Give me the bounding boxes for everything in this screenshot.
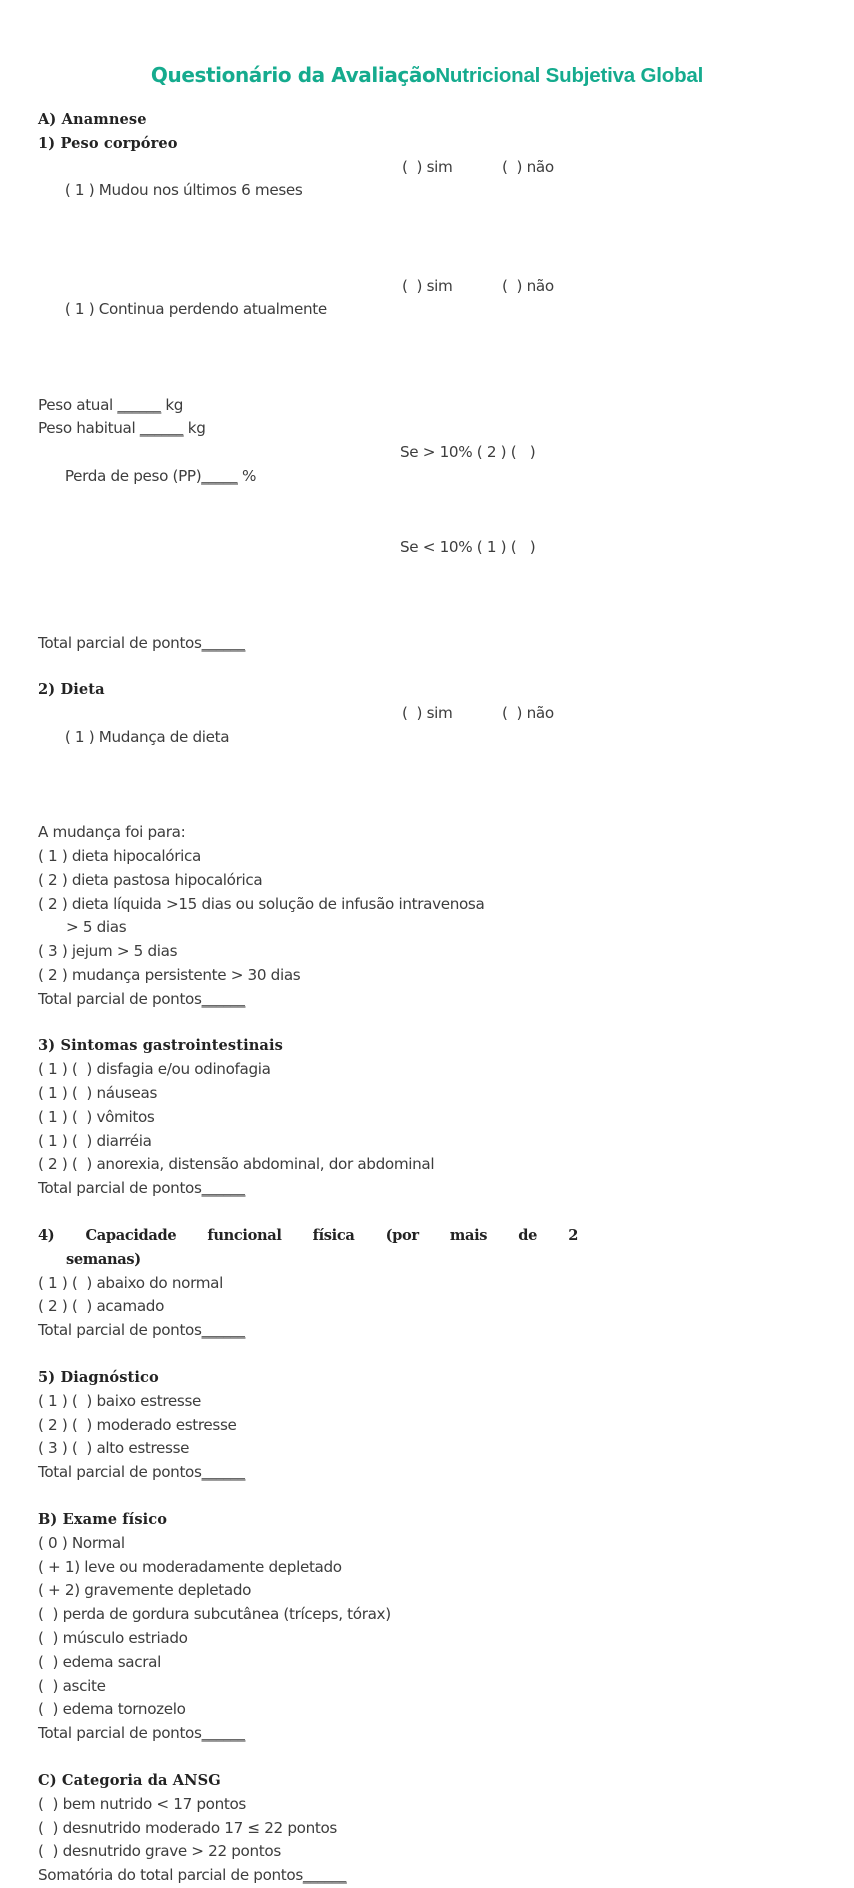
q2-option[interactable]: ( 1 ) dieta hipocalórica	[38, 846, 201, 865]
q2-mudanca-nao-option[interactable]: ( ) não	[502, 704, 554, 723]
q3-option[interactable]: ( 1 ) ( ) náuseas	[38, 1084, 158, 1103]
q3-option[interactable]: ( 2 ) ( ) anorexia, distensão abdominal, dor abdominal	[38, 1155, 435, 1174]
q4-total-row	[38, 1319, 828, 1343]
section-heading-c: C) Categoria da ANSG	[38, 1772, 221, 1789]
q5-option[interactable]: ( 1 ) ( ) baixo estresse	[38, 1391, 202, 1410]
q4-total-label: Total parcial de pontos	[38, 1321, 202, 1340]
q4-option[interactable]: ( 1 ) ( ) abaixo do normal	[38, 1273, 223, 1292]
q2-option-continuation: > 5 dias	[66, 918, 127, 937]
q1-peso-habitual-unit: kg	[187, 419, 206, 438]
q2-mudanca-label: ( 1 ) Mudança de dieta	[64, 727, 230, 746]
question-heading-4-line1: 4) Capacidade funcional física (por mais de 2	[38, 1227, 578, 1245]
q1-perda-peso-unit: %	[242, 466, 257, 485]
q3-total-row	[38, 1177, 828, 1201]
q2-mudanca-sim-option[interactable]: ( ) sim	[402, 704, 453, 723]
q3-total-label: Total parcial de pontos	[38, 1179, 202, 1198]
b-option[interactable]: ( + 2) gravemente depletado	[38, 1581, 252, 1600]
question-heading-2: 2) Dieta	[38, 681, 105, 699]
b-option[interactable]: ( ) ascite	[38, 1676, 106, 1695]
q1-se-menor-option[interactable]: Se < 10% ( 1 ) ( )	[400, 538, 536, 557]
b-option[interactable]: ( ) edema tornozelo	[38, 1700, 186, 1719]
q4-total-input[interactable]: ______	[201, 1321, 246, 1340]
spacer-after-q2	[38, 1011, 828, 1034]
q2-total-label: Total parcial de pontos	[38, 989, 202, 1008]
q1-perda-peso-label: Perda de peso (PP)	[64, 466, 202, 485]
spacer-after-b	[38, 1746, 828, 1769]
b-total-input[interactable]: ______	[201, 1724, 246, 1743]
q3-option[interactable]: ( 1 ) ( ) disfagia e/ou odinofagia	[38, 1060, 271, 1079]
q1-row-mudou	[38, 156, 828, 275]
q5-total-row	[38, 1461, 828, 1485]
q1-peso-habitual-input[interactable]: ______	[139, 419, 184, 438]
q4-option[interactable]: ( 2 ) ( ) acamado	[38, 1297, 165, 1316]
q2-option[interactable]: ( 2 ) mudança persistente > 30 dias	[38, 965, 301, 984]
q1-peso-habitual-label: Peso habitual	[38, 419, 136, 438]
spacer-after-q4	[38, 1343, 828, 1366]
q3-total-input[interactable]: ______	[201, 1179, 246, 1198]
q1-peso-atual-input[interactable]: ______	[117, 395, 161, 414]
q1-total-label: Total parcial de pontos	[38, 633, 202, 652]
q1-peso-atual-unit: kg	[165, 395, 184, 414]
c-option[interactable]: ( ) bem nutrido < 17 pontos	[38, 1794, 246, 1813]
q1-row-continua	[38, 275, 828, 394]
b-total-row	[38, 1722, 828, 1746]
q2-intro-label: A mudança foi para:	[38, 823, 186, 842]
q5-option[interactable]: ( 2 ) ( ) moderado estresse	[38, 1415, 237, 1434]
q1-peso-atual-row	[38, 394, 828, 418]
q3-option[interactable]: ( 1 ) ( ) diarréia	[38, 1131, 152, 1150]
page-title	[0, 63, 854, 88]
section-heading-a: A) Anamnese	[38, 111, 147, 128]
question-heading-3: 3) Sintomas gastrointestinais	[38, 1037, 283, 1055]
spacer-after-q1	[38, 655, 828, 678]
b-option[interactable]: ( + 1) leve ou moderadamente depletado	[38, 1557, 342, 1576]
page-title-part-a: Questionário da Avaliação	[150, 63, 436, 87]
b-option[interactable]: ( 0 ) Normal	[38, 1533, 125, 1552]
q1-total-row	[38, 632, 828, 656]
spacer-after-q5	[38, 1485, 828, 1508]
q1-peso-habitual-row	[38, 417, 828, 441]
b-total-label: Total parcial de pontos	[38, 1724, 202, 1743]
question-heading-4-line2: semanas)	[66, 1250, 141, 1268]
q5-total-label: Total parcial de pontos	[38, 1463, 202, 1482]
c-option[interactable]: ( ) desnutrido grave > 22 pontos	[38, 1842, 281, 1861]
b-option[interactable]: ( ) edema sacral	[38, 1652, 161, 1671]
q2-option[interactable]: ( 3 ) jejum > 5 dias	[38, 942, 178, 961]
c-total-input[interactable]: ______	[302, 1866, 347, 1885]
q1-continua-nao-option[interactable]: ( ) não	[502, 276, 554, 295]
q2-option[interactable]: ( 2 ) dieta pastosa hipocalórica	[38, 870, 263, 889]
c-total-row	[38, 1864, 828, 1888]
q1-perda-peso-input[interactable]: _____	[201, 466, 238, 485]
q1-continua-sim-option[interactable]: ( ) sim	[402, 276, 453, 295]
question-heading-5: 5) Diagnóstico	[38, 1369, 159, 1387]
q5-option[interactable]: ( 3 ) ( ) alto estresse	[38, 1439, 190, 1458]
q1-mudou-sim-option[interactable]: ( ) sim	[402, 157, 453, 176]
q1-perda-peso-row	[38, 441, 828, 536]
q2-row-mudanca	[38, 702, 828, 821]
q1-mudou-nao-option[interactable]: ( ) não	[502, 157, 554, 176]
q1-continua-label: ( 1 ) Continua perdendo atualmente	[64, 300, 327, 319]
q1-mudou-label: ( 1 ) Mudou nos últimos 6 meses	[64, 181, 303, 200]
q2-total-input[interactable]: ______	[201, 989, 246, 1008]
q5-total-input[interactable]: ______	[201, 1463, 246, 1482]
page-title-part-b: Nutricional Subjetiva Global	[435, 64, 704, 87]
b-option[interactable]: ( ) músculo estriado	[38, 1629, 188, 1648]
q1-se-maior-option[interactable]: Se > 10% ( 2 ) ( )	[400, 443, 536, 462]
q1-se-menor-row	[38, 536, 828, 631]
spacer-after-q3	[38, 1201, 828, 1224]
q1-total-input[interactable]: ______	[201, 633, 246, 652]
q2-total-row	[38, 988, 828, 1012]
q3-option[interactable]: ( 1 ) ( ) vômitos	[38, 1107, 155, 1126]
form-body	[38, 108, 828, 1888]
spacer	[65, 560, 69, 584]
section-heading-b: B) Exame físico	[38, 1511, 168, 1529]
q1-peso-atual-label: Peso atual	[38, 395, 113, 414]
c-total-label: Somatória do total parcial de pontos	[38, 1866, 303, 1885]
question-heading-1: 1) Peso corpóreo	[38, 134, 178, 152]
question-heading-4	[38, 1224, 578, 1272]
b-option[interactable]: ( ) perda de gordura subcutânea (tríceps, tórax)	[38, 1605, 391, 1624]
c-option[interactable]: ( ) desnutrido moderado 17 ≤ 22 pontos	[38, 1818, 337, 1837]
q2-option[interactable]: ( 2 ) dieta líquida >15 dias ou solução de infusão intravenosa	[38, 894, 485, 913]
